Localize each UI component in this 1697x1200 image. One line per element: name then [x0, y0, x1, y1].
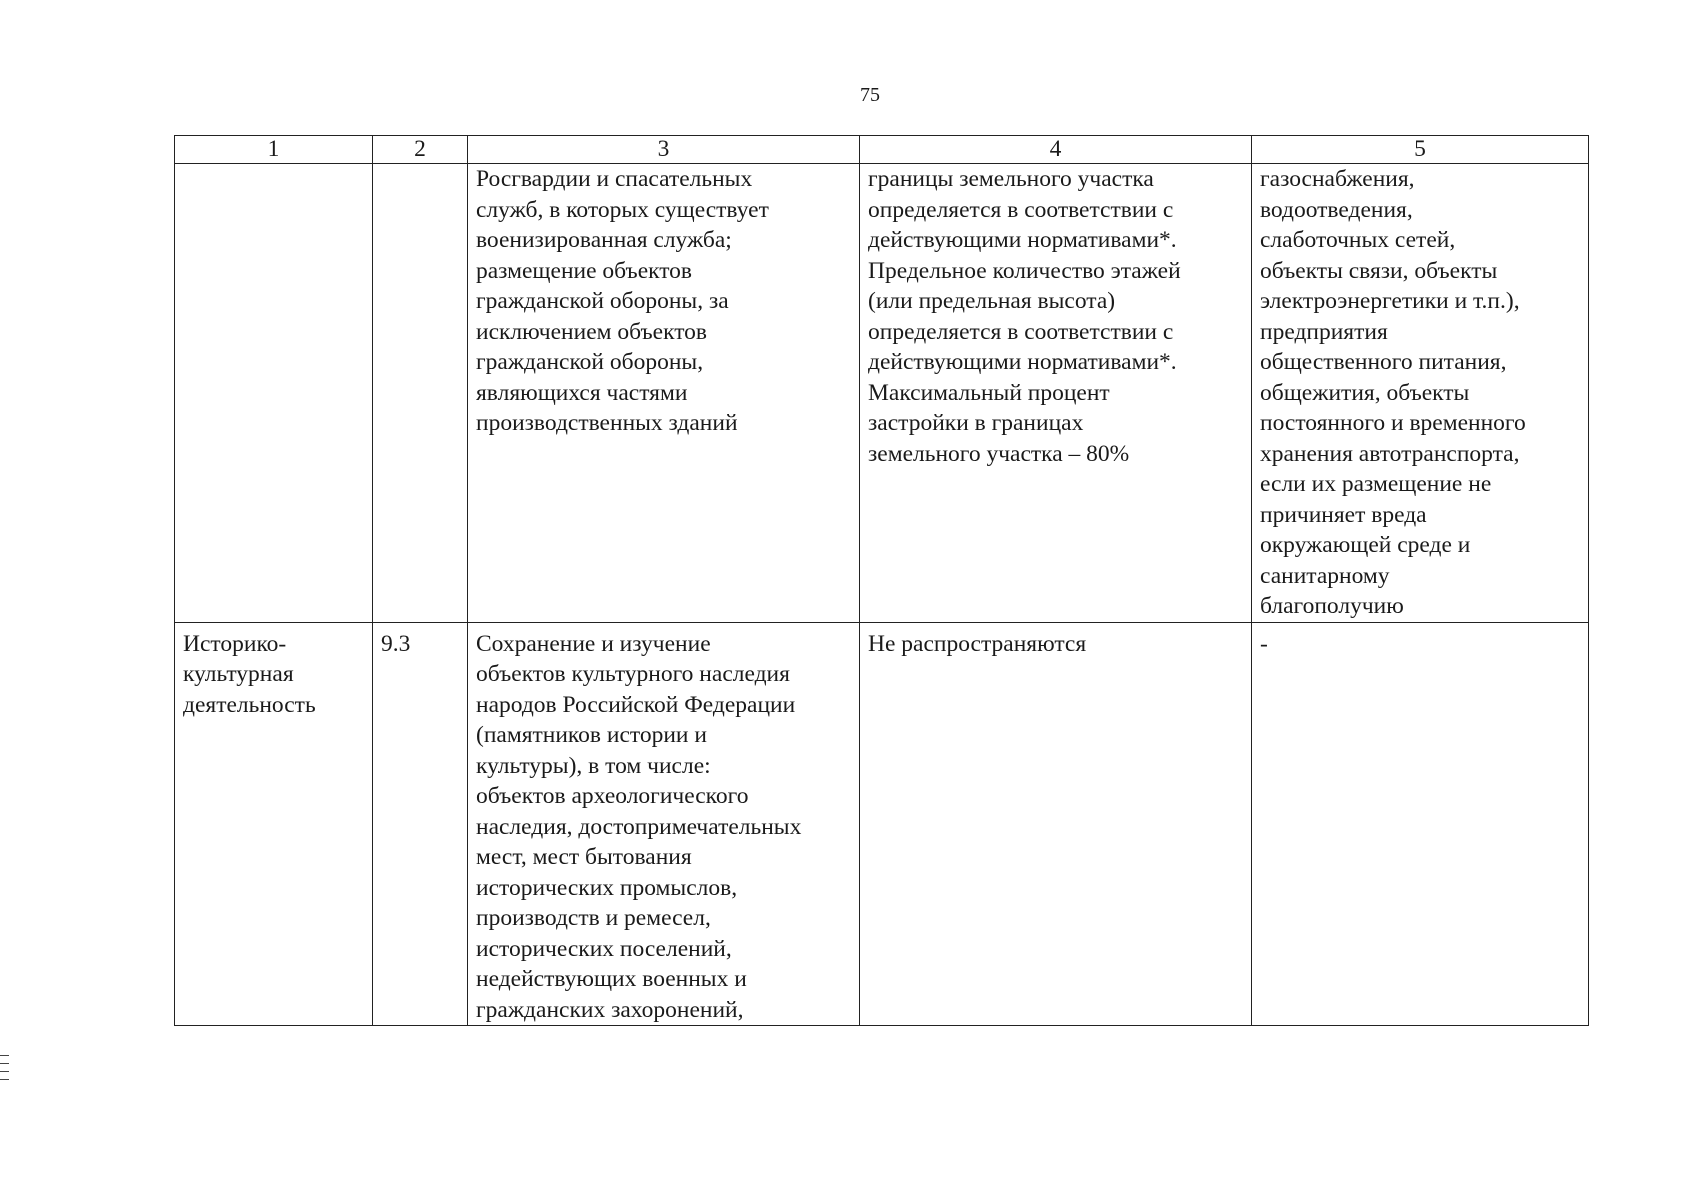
scan-mark	[0, 1071, 9, 1072]
table-row	[175, 164, 1589, 623]
code-cell: 9.3	[373, 622, 468, 1026]
description-cell: Сохранение и изучение объектов культурного наследия народов Российской Федерации (памятников истории и культуры), в том числе: объектов археологического наследия, достопримечательных мест, мест бытования исторических промыслов, производств и ремесел, исторических поселений, недействующих военных и гражданских захоронений,	[468, 622, 860, 1026]
code-cell	[373, 164, 468, 623]
scan-mark	[0, 1063, 9, 1064]
header-cell-2: 2	[373, 136, 468, 164]
land-use-type-cell: Историко- культурная деятельность	[175, 622, 373, 1026]
land-use-type-cell	[175, 164, 373, 623]
parameters-cell: границы земельного участка определяется в соответствии с действующими нормативами*. Предельное количество этажей (или предельная высота) определяется в соответствии с действующими нормативами*. Максимальный процент застройки в границах земельного участка – 80%	[860, 164, 1252, 623]
scan-mark	[0, 1055, 9, 1056]
header-cell-1: 1	[175, 136, 373, 164]
header-cell-4: 4	[860, 136, 1252, 164]
zoning-table	[174, 135, 1589, 1026]
scan-edge-marks	[0, 1055, 10, 1087]
header-cell-5: 5	[1252, 136, 1589, 164]
parameters-cell: Не распространяются	[860, 622, 1252, 1026]
header-cell-3: 3	[468, 136, 860, 164]
table-row	[175, 622, 1589, 1026]
table-header-row	[175, 136, 1589, 164]
scan-mark	[0, 1079, 9, 1080]
auxiliary-use-cell: газоснабжения, водоотведения, слаботочных сетей, объекты связи, объекты электроэнергетики и т.п.), предприятия общественного питания, общежития, объекты постоянного и временного хранения автотранспорта, если их размещение не причиняет вреда окружающей среде и санитарному благополучию	[1252, 164, 1589, 623]
description-cell: Росгвардии и спасательных служб, в которых существует военизированная служба; размещение объектов гражданской обороны, за исключением объектов гражданской обороны, являющихся частями производственных зданий	[468, 164, 860, 623]
auxiliary-use-cell: -	[1252, 622, 1589, 1026]
page-number: 75	[860, 84, 880, 106]
